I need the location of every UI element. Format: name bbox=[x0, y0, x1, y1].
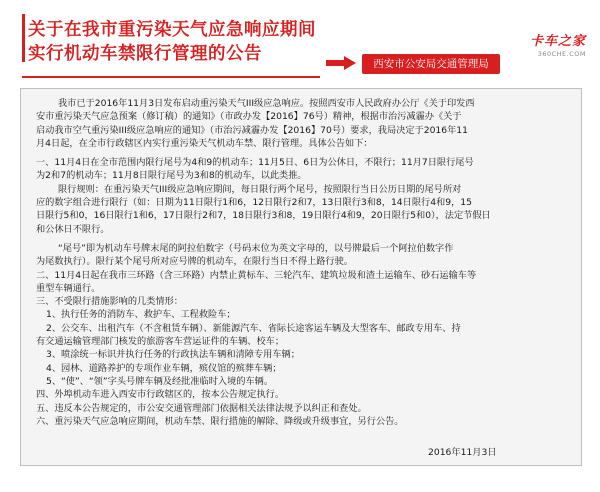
rule-line: 限行规则：在重污染天气III级应急响应期间，每日限行两个尾号，按照限行当日公历日期的尾号所对 bbox=[58, 183, 462, 195]
title-accent-bar bbox=[22, 14, 25, 62]
logo-domain: 360CHE.COM bbox=[537, 50, 586, 58]
exemption-item: 2、公交车、出租汽车（不含租赁车辆）、新能源汽车、省际长途客运车辆及大型客车、邮政专用车、持 bbox=[46, 322, 461, 334]
notice-title-line1: 关于在我市重污染天气应急响应期间 bbox=[28, 20, 316, 40]
closing-line: 五、违反本公告规定的，市公安交通管理部门依据相关法律法规予以纠正和查处。 bbox=[36, 402, 367, 414]
notice-body bbox=[36, 97, 566, 428]
intro-line: 月4日起，在全市行政辖区内实行重污染天气机动车禁、限行管理。具体公告如下： bbox=[36, 137, 373, 149]
note-line: 为尾数执行）。限行某个尾号所对应号牌的机动车，在限行当日不得上路行驶。 bbox=[36, 256, 353, 268]
logo-text: 卡车之家 bbox=[529, 34, 586, 49]
closing-line: 四、外埠机动车进入西安市行政辖区的，按本公告规定执行。 bbox=[36, 389, 285, 401]
section1-line: 为2和7的机动车；11月8日限行尾号为3和8的机动车，以此类推。 bbox=[36, 170, 307, 182]
rule-line: 日限行5和0，16日限行1和6，17日限行2和7，18日限行3和8，19日限行4和9，20日限行5和0），法定节假日 bbox=[36, 210, 491, 222]
arrow-right-icon bbox=[326, 56, 356, 70]
rule-line: 和公休日不限行。 bbox=[36, 223, 110, 235]
exemption-item: 3、喷涂统一标识并执行任务的行政执法车辆和清障专用车辆； bbox=[46, 349, 300, 361]
section2-line: 重型车辆通行。 bbox=[36, 282, 101, 294]
exemption-item: 有交通运输管理部门核发的旅游客车营运证件的车辆、校车； bbox=[36, 336, 285, 348]
notice-title-line2: 实行机动车禁限行管理的公告 bbox=[28, 44, 262, 64]
intro-line: 安市重污染天气应急预案（修订稿）的通知》（市政办发【2016】76号）精神，根据市治污减霾办《关于 bbox=[36, 111, 462, 123]
rule-line: 应的数字组合进行限行（如：日期为11日限行1和6，12日限行2和7，13日限行3和8，14日限行4和9，15 bbox=[36, 197, 472, 209]
section1-line: 一、11月4日在全市范围内限行尾号为4和9的机动车；11月5日、6日为公休日，不限行；11月7日限行尾号 bbox=[36, 157, 474, 169]
section3-title: 三、不受限行措施影响的几类情形： bbox=[36, 296, 183, 308]
section2-line: 二、11月4日起在我市三环路（含三环路）内禁止黄标车、三轮汽车、建筑垃圾和渣土运输车、砂石运输车等 bbox=[36, 269, 477, 281]
closing-line: 六、重污染天气应急响应期间，机动车禁、限行措施的解除、降级或升级事宜，另行公告。 bbox=[36, 415, 404, 427]
exemption-item: 4、园林、道路养护的专项作业车辆，殡仪馆的殡葬车辆； bbox=[46, 362, 282, 374]
department-badge: 西安市公安局交通管理局 bbox=[362, 54, 500, 74]
exemption-item: 1、执行任务的消防车、救护车、工程救险车； bbox=[46, 309, 236, 321]
header bbox=[0, 0, 600, 92]
title-underline bbox=[22, 76, 320, 78]
notice-date: 2016年11月3日 bbox=[428, 447, 497, 458]
note-line: “尾号”即为机动车号牌末尾的阿拉伯数字（号码末位为英文字母的，以号牌最后一个阿拉伯数字作 bbox=[58, 242, 454, 254]
site-logo[interactable] bbox=[530, 30, 586, 58]
exemption-item: 5、“使”、“领”字头号牌车辆及经批准临时入境的车辆。 bbox=[46, 375, 274, 387]
intro-line: 启动我市空气重污染III级应急响应的通知》（市治污减霾办发【2016】70号）要求，我局决定于2016年11 bbox=[36, 124, 468, 136]
intro-line: 我市已于2016年11月3日发布启动重污染天气III级应急响应。按照西安市人民政府办公厅《关于印发西 bbox=[58, 98, 475, 109]
